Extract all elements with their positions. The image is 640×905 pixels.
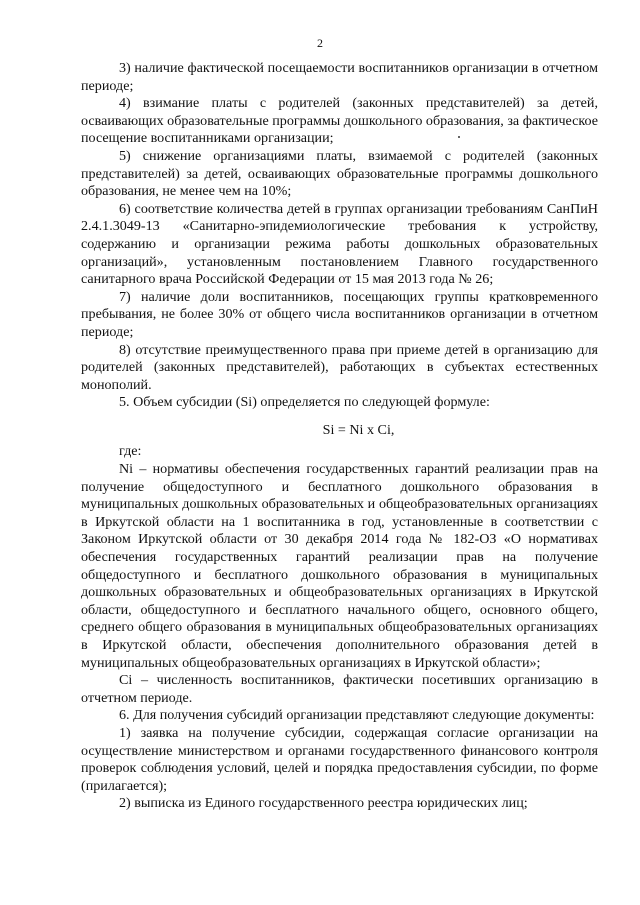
document-body [81,60,598,813]
list-item: 4) взимание платы с родителей (законных представителей) за детей, осваивающих образовательные программы дошкольного образования, за фактическое посещение воспитанниками организации; [81,95,598,147]
formula-where: где: [119,443,142,460]
list-item: 7) наличие доли воспитанников, посещающих группы кратковременного пребывания, не более 30% от общего числа воспитанников организации в отчетном периоде; [81,288,598,340]
formula: Si = Ni x Ci, [322,421,395,438]
page-number: 2 [317,36,323,50]
clause-paragraph: 5. Объем субсидии (Si) определяется по следующей формуле: [119,394,490,411]
definition-paragraph: Ni – нормативы обеспечения государственных гарантий реализации прав на получение общедоступного и бесплатного дошкольного образования в муниципальных дошкольных образовательных и общеобразовательных организациях в Иркутской области на 1 воспитанника в год, установленные в соответствии с Законом Иркутской области от 30 декабря 2014 года № 182-ОЗ «О нормативах обеспечения государственных гарантий реализации прав на получение общедоступного и бесплатного дошкольного образования в муниципальных дошкольных образовательных и общеобразовательных организациях в Иркутской области, общедоступного и бесплатного начального общего, основного общего, среднего общего образования в муниципальных общеобразовательных организациях в Иркутской области, обеспечения дополнительного образования детей в муниципальных общеобразовательных организациях в Иркутской области»; [81,461,598,671]
list-item: 3) наличие фактической посещаемости воспитанников организации в отчетном периоде; [81,60,598,94]
list-item: 5) снижение организациями платы, взимаемой с родителей (законных представителей) за детей, осваивающих образовательные программы дошкольного образования, не менее чем на 10%; [81,147,598,200]
list-item: 6) соответствие количества детей в группах организации требованиям СанПиН 2.4.1.3049-13 «Санитарно-эпидемиологические требования к устройству, содержанию и организации режима работы дошкольных образовательных организаций», установленным постановлением Главного государственного санитарного врача Российской Федерации от 15 мая 2013 года № 26; [81,200,598,288]
clause-paragraph: 6. Для получения субсидий организации представляют следующие документы: [119,707,595,724]
list-item: 2) выписка из Единого государственного реестра юридических лиц; [119,795,528,812]
list-item: 8) отсутствие преимущественного права при приеме детей в организацию для родителей (законных представителей), работающих в субъектах естественных монополий. [81,341,598,393]
list-item: 1) заявка на получение субсидии, содержащая согласие организации на осуществление министерством и органами государственного финансового контроля проверок соблюдения условий, целей и порядка предоставления субсидии, по форме (прилагается); [81,724,598,794]
definition-paragraph: Ci – численность воспитанников, фактически посетивших организацию в отчетном периоде. [81,672,598,706]
